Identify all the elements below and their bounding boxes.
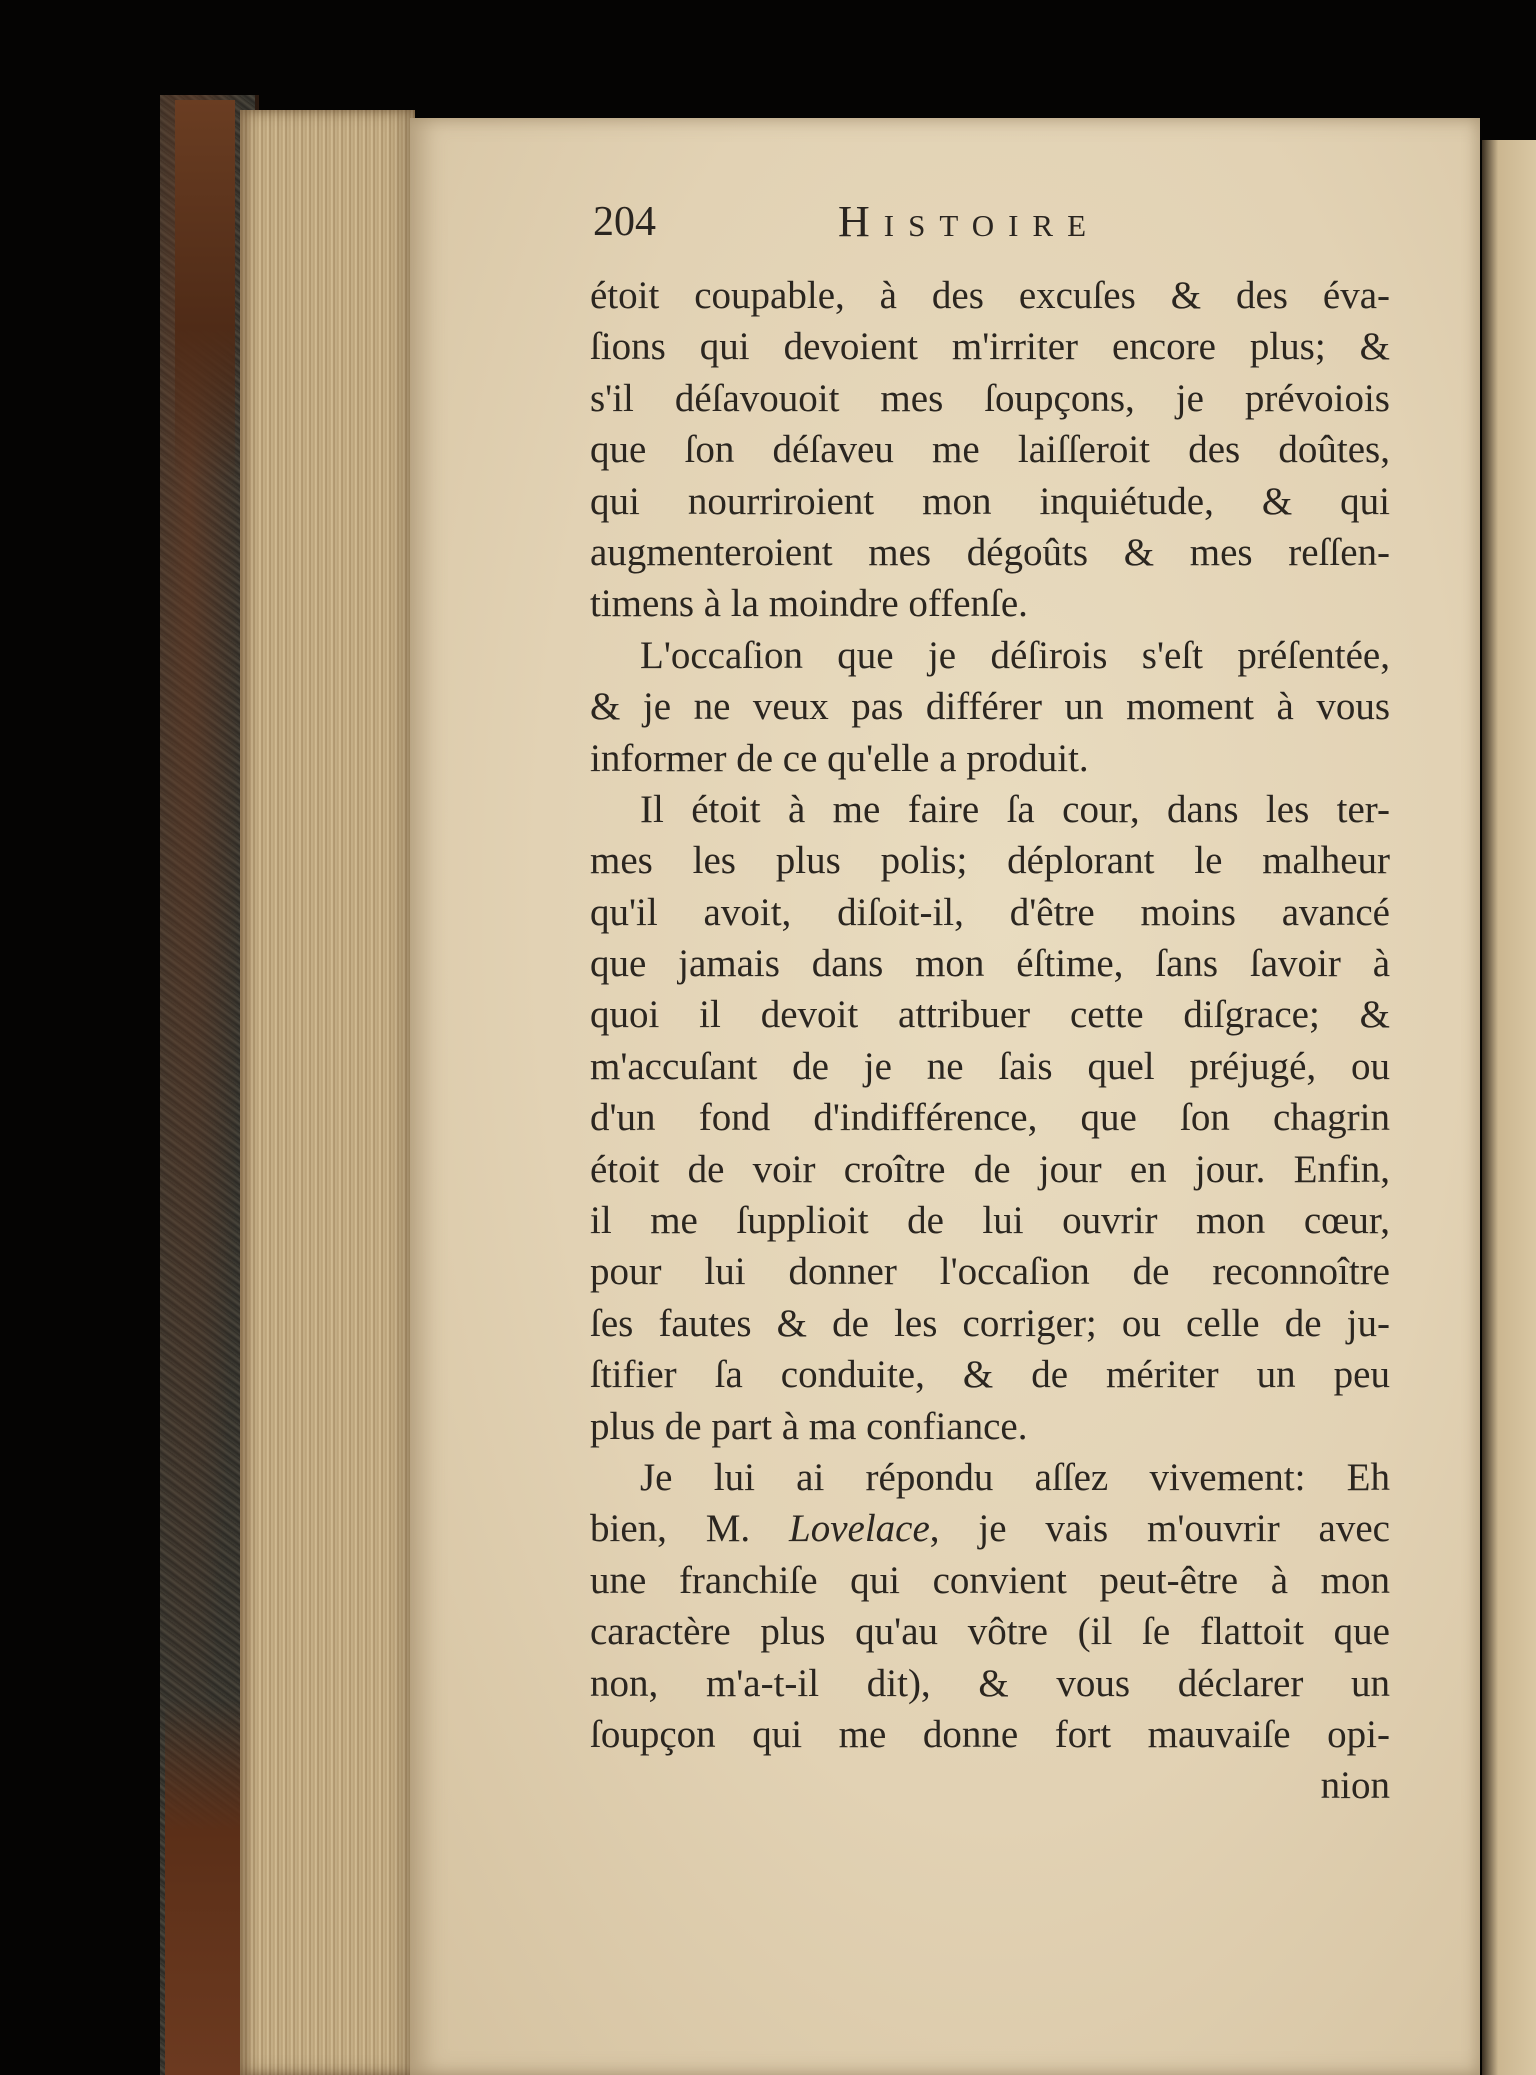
- text-segment: d'un fond d'indifférence, que ſon chagrin: [590, 1096, 1390, 1140]
- text-segment: Il étoit à me faire ſa cour, dans les ter-: [640, 787, 1390, 831]
- text-segment: , je vais m'ouvrir avec: [929, 1507, 1390, 1551]
- catchword: nion: [1320, 1764, 1390, 1808]
- text-line: [590, 1144, 1390, 1195]
- text-segment: étoit coupable, à des excuſes & des éva-: [590, 274, 1390, 317]
- text-line: [590, 1092, 1390, 1143]
- book-cover-worn-corner: [175, 100, 235, 480]
- text-line: [590, 270, 1390, 321]
- text-line: [590, 938, 1390, 989]
- text-segment: une franchiſe qui convient peut-être à mon: [590, 1558, 1390, 1602]
- text-segment: bien, M.: [590, 1507, 790, 1551]
- running-head: Histoire: [838, 197, 1101, 246]
- page-number: 204: [593, 199, 656, 245]
- book-cover-worn-corner: [165, 1700, 245, 2075]
- text-line: [590, 1195, 1390, 1246]
- page-edges: [240, 110, 415, 2075]
- text-segment: que jamais dans mon éſtime, ſans ſavoir à: [590, 942, 1390, 986]
- text-segment: caractère plus qu'au vôtre (il ſe flattoit que: [590, 1610, 1390, 1654]
- text-line: [590, 1658, 1390, 1709]
- text-line: [590, 733, 1390, 784]
- text-line: [590, 373, 1390, 424]
- text-line: [590, 1349, 1390, 1400]
- text-line: [590, 578, 1390, 629]
- text-segment: il me ſupplioit de lui ouvrir mon cœur,: [590, 1199, 1390, 1243]
- text-segment: quoi il devoit attribuer cette diſgrace; &: [590, 993, 1390, 1037]
- text-line: [590, 1452, 1390, 1503]
- text-segment: mes les plus polis; déplorant le malheur: [590, 839, 1390, 883]
- text-segment: L'occaſion que je déſirois s'eſt préſentée,: [640, 633, 1390, 677]
- text-line: [590, 989, 1390, 1040]
- text-segment: ſions qui devoient m'irriter encore plus; &: [590, 325, 1390, 369]
- text-segment: qu'il avoit, diſoit-il, d'être moins avancé: [590, 890, 1390, 934]
- text-line: [590, 681, 1390, 732]
- text-line: [590, 1555, 1390, 1606]
- text-segment: augmenteroient mes dégoûts & mes reſſen-: [590, 530, 1390, 574]
- text-segment: & je ne veux pas différer un moment à vous: [590, 685, 1390, 729]
- text-segment: Je lui ai répondu aſſez vivement: Eh: [640, 1455, 1390, 1499]
- text-segment: ſtifier ſa conduite, & de mériter un peu: [590, 1353, 1390, 1397]
- text-line: [590, 424, 1390, 475]
- text-segment: ſes fautes & de les corriger; ou celle de ju-: [590, 1301, 1390, 1345]
- text-line: [590, 835, 1390, 886]
- text-segment: s'il déſavouoit mes ſoupçons, je prévoiois: [590, 376, 1390, 420]
- body-text: [590, 270, 1390, 1812]
- text-line: [590, 1041, 1390, 1092]
- text-line: [590, 1606, 1390, 1657]
- text-segment: informer de ce qu'elle a produit.: [590, 736, 1089, 780]
- text-segment: m'accuſant de je ne ſais quel préjugé, ou: [590, 1044, 1390, 1088]
- text-segment: non, m'a-t-il dit), & vous déclarer un: [590, 1661, 1390, 1705]
- text-line: [590, 321, 1390, 372]
- text-line: [590, 1298, 1390, 1349]
- text-segment: plus de part à ma confiance.: [590, 1404, 1028, 1448]
- text-segment: timens à la moindre offenſe.: [590, 582, 1028, 626]
- text-segment: pour lui donner l'occaſion de reconnoître: [590, 1250, 1390, 1294]
- page-header: [593, 196, 1153, 256]
- text-segment: que ſon déſaveu me laiſſeroit des doûtes,: [590, 428, 1390, 472]
- italic-name: Lovelace: [789, 1507, 930, 1551]
- text-line: [590, 527, 1390, 578]
- text-line: [590, 1709, 1390, 1760]
- text-line: [590, 1401, 1390, 1452]
- text-segment: étoit de voir croître de jour en jour. Enfin,: [590, 1147, 1390, 1191]
- text-line: [590, 887, 1390, 938]
- text-line: [590, 1246, 1390, 1297]
- text-line: [590, 476, 1390, 527]
- text-segment: qui nourriroient mon inquiétude, & qui: [590, 479, 1390, 523]
- facing-page-edge: [1482, 140, 1536, 2075]
- text-line: [590, 784, 1390, 835]
- text-segment: ſoupçon qui me donne fort mauvaiſe opi-: [590, 1712, 1390, 1756]
- text-line: [590, 1503, 1390, 1554]
- text-line: [590, 630, 1390, 681]
